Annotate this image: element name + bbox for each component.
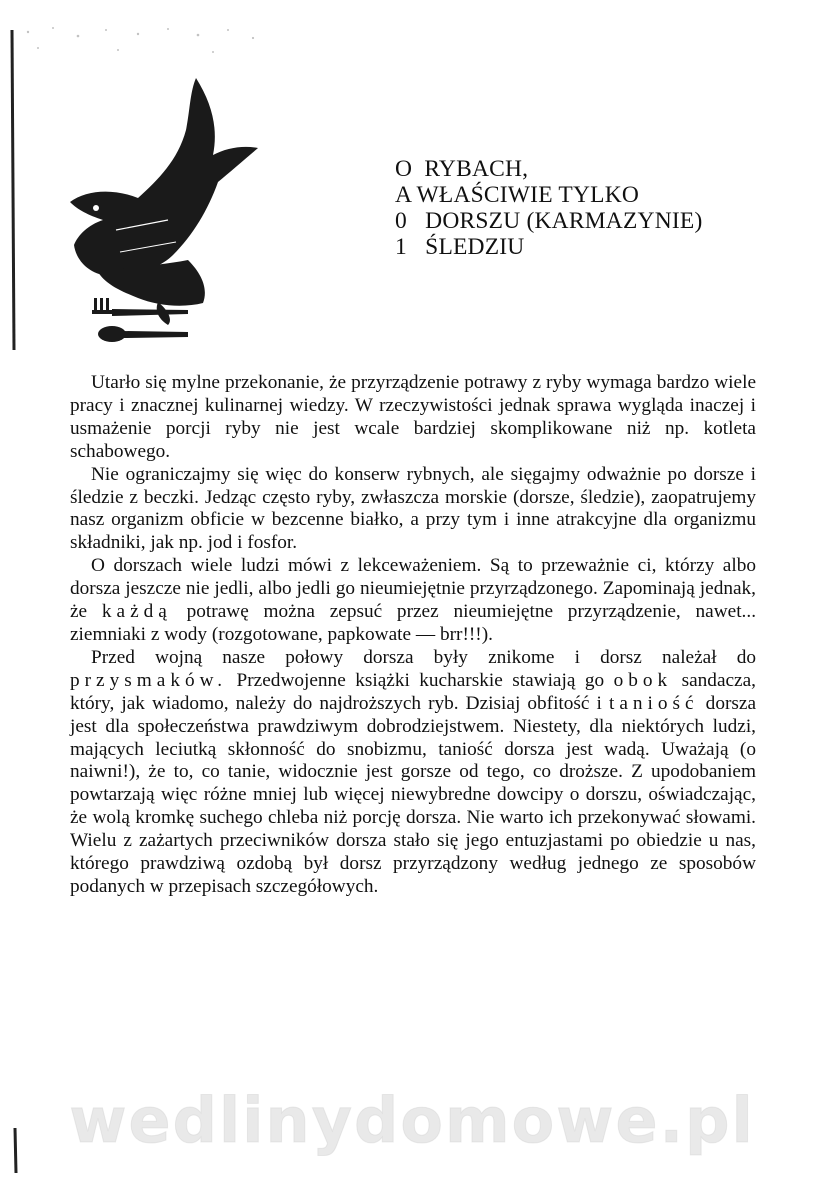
page-edge-mark bbox=[12, 1128, 20, 1173]
watermark: wedlinydomowe.pl bbox=[69, 1084, 755, 1157]
paragraph-text: dorsza jest dla społeczeństwa prawdziwym dobrodziejstwem. Niestety, dla niektórych ludzi, mających leciutką skłonność do snobizmu, taniość dorsza jest wadą. Uważają (o naiwni!), że to, co tanie, widocznie jest gorsze od tego, co droższe. Z upodobaniem powtarzają więc różne mniej lub więcej niewybredne dowcipy o dorszu, oświadczając, że wolą kromkę suchego chleba niż porcję dorsza. Nie warto ich przekonywać słowami. Wielu z zażartych przeciwników dorsza stało się jego entuzjastami po obiedzie u nas, którego prawdziwą ozdobą był dorsz przyrządzony według jednego ze sposobów podanych w przepisach szczegółowych. bbox=[70, 692, 756, 897]
emphasized-word: każdą bbox=[101, 601, 172, 623]
paragraph-text: sandacza, który, jak wiadomo, należy do najdroższych ryb. Dzisiaj obfitość i bbox=[70, 669, 756, 714]
emphasized-word: przysmaków. bbox=[70, 669, 228, 691]
paragraph bbox=[70, 555, 756, 647]
title-line: 1 ŚLEDZIU bbox=[395, 234, 525, 260]
body-text bbox=[70, 372, 756, 899]
fish-illustration bbox=[8, 20, 268, 360]
paragraph-text: potrawę można zepsuć przez nieumiejętne przyrządzenie, nawet... ziemniaki z wody (rozgotowane, papkowate — brr!!!). bbox=[70, 601, 757, 645]
paragraph bbox=[70, 647, 756, 899]
fish-fork-spoon-icon bbox=[8, 20, 268, 360]
emphasized-word: taniość bbox=[608, 692, 699, 714]
emphasized-word: obok bbox=[613, 669, 673, 691]
title-line: O RYBACH, bbox=[395, 156, 529, 182]
chapter-title bbox=[395, 156, 815, 260]
paragraph-text: Przed wojną nasze połowy dorsza były znikome i dorsz należał do bbox=[91, 646, 756, 668]
title-line: A WŁAŚCIWIE TYLKO bbox=[395, 182, 640, 208]
paragraph: Utarło się mylne przekonanie, że przyrządzenie potrawy z ryby wymaga bardzo wiele pracy i znacznej kulinarnej wiedzy. W rzeczywistości jednak sprawa wygląda inaczej i usmażenie porcji ryby nie jest wcale bardziej skomplikowane niż np. kotleta schabowego. bbox=[70, 372, 756, 462]
title-line: 0 DORSZU (KARMAZYNIE) bbox=[395, 208, 703, 234]
paragraph-text: Przedwojenne książki kucharskie stawiają go bbox=[227, 669, 614, 691]
paragraph: Nie ograniczajmy się więc do konserw rybnych, ale sięgajmy odważnie po dorsze i śledzie z beczki. Jedząc często ryby, zwłaszcza morskie (dorsze, śledzie), zaopatrujemy nasz organizm obficie w bezcenne białko, a przy tym i inne atrakcyjne dla organizmu składniki, jak np. jod i fosfor. bbox=[70, 463, 756, 554]
paragraph-text: O dorszach wiele ludzi mówi z lekceważeniem. Są to przeważnie ci, którzy albo dorsza jeszcze nie jedli, albo jedli go nieumiejętnie przyrządzonego. Zapominają jednak, że bbox=[70, 555, 756, 623]
